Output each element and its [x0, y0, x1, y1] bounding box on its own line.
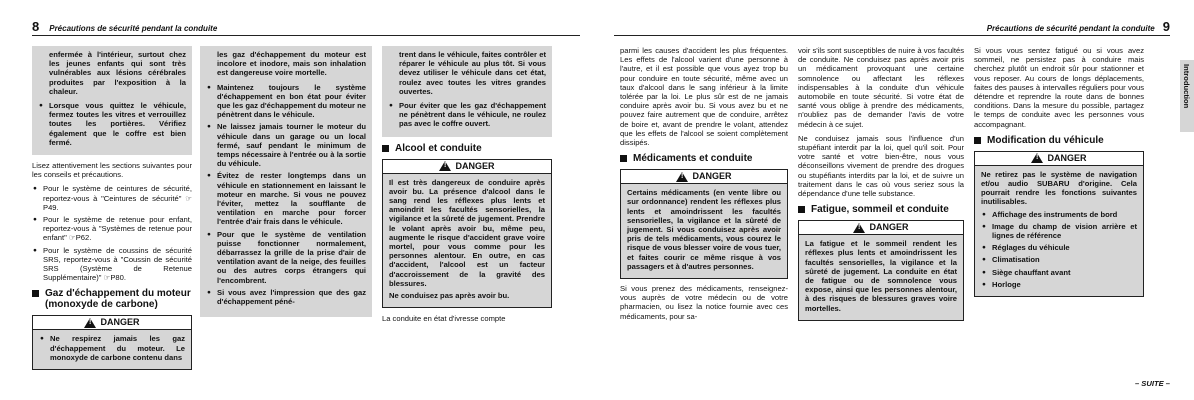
square-bullet-icon: [382, 145, 389, 152]
chapter-side-tab: [1180, 60, 1194, 132]
header-title-left: Précautions de sécurité pendant la conduite: [49, 24, 218, 33]
list-item: ● Pour éviter que les gaz d'échappement ne pénètrent dans le véhicule, ne roulez pas avec le coffre ouvert.: [388, 101, 546, 129]
intro-text: Lisez attentivement les sections suivantes pour les conseils et précautions.: [32, 161, 192, 180]
list-item: ● Pour le système de ceintures de sécurité, reportez-vous à "Ceintures de sécurité" ☞P49.: [32, 184, 192, 212]
left-col-2: [200, 46, 372, 317]
section-title: Gaz d'échappement du moteur (monoxyde de carbone): [45, 288, 191, 311]
shaded-text: enfermée à l'intérieur, surtout chez les jeunes enfants qui sont très vulnérables aux lésions cérébrales produites par l'exposition à la chaleur.: [49, 50, 186, 96]
shaded-danger-continuation: [200, 46, 372, 317]
shaded-warning-continuation: [32, 46, 192, 155]
danger-text: Certains médicaments (en vente libre ou sur ordonnance) rendent les réflexes plus lents et amoindrissent les facultés sensorielles, la vigilance et la sûreté de jugement. Si vous conduisez après avoir pris de tels médicaments, vous courez le risque de vous blesser voire de vous tuer, et faites courir ce même risque à vos passagers et à d'autres personnes.: [627, 188, 781, 271]
warning-triangle-icon: [439, 161, 451, 171]
body-text: Si vous prenez des médicaments, renseignez-vous auprès de votre médecin ou de votre pharmacien, ou lisez la notice fournie avec ces médicaments, pour sa-: [620, 284, 788, 321]
danger-bullet-list: [981, 210, 1137, 289]
section-heading: [974, 135, 1144, 146]
list-item: ● Pour que le système de ventilation puisse fonctionner normalement, débarrassez la grille de la prise d'air de ventilation avant de la neige, des feuilles ou des autres corps étrangers qui l'encombrent.: [206, 230, 366, 285]
square-bullet-icon: [974, 137, 981, 144]
danger-label: DANGER: [100, 317, 140, 328]
list-item: ● Horloge: [981, 280, 1137, 289]
section-heading: [32, 288, 192, 310]
square-bullet-icon: [32, 290, 39, 297]
danger-label: DANGER: [692, 171, 732, 182]
danger-header: [621, 170, 787, 184]
body-text: voir s'ils sont susceptibles de nuire à vos facultés de conduite. Ne conduisez pas après avoir pris un médicament provoquant une certaine somnolence ou affectant les réflexes indispensables à la conduite d'un véhicule automobile en toute sécurité. Si votre état de santé vous oblige à prendre des médicaments, n'oubliez pas de demander l'avis de votre médecin à ce sujet.: [798, 46, 964, 129]
list-item: ● Lorsque vous quittez le véhicule, fermez toutes les vitres et verrouillez toutes les portières. Vérifiez également que le coffre est bien fermé.: [38, 101, 186, 147]
warning-triangle-icon: [676, 172, 688, 182]
danger-box: [32, 315, 192, 370]
right-page-header: [614, 18, 1170, 36]
square-bullet-icon: [620, 155, 627, 162]
list-item: ● Maintenez toujours le système d'échappement en bon état pour éviter que les gaz d'échappement du moteur ne pénètrent dans le véhicule.: [206, 83, 366, 120]
danger-text: Ne retirez pas le système de navigation et/ou audio SUBARU d'origine. Cela pourrait rendre les fonctions suivantes inutilisables.: [981, 169, 1137, 207]
list-item: ● Climatisation: [981, 255, 1137, 264]
danger-body: [33, 330, 191, 369]
danger-body: [799, 235, 963, 320]
square-bullet-icon: [798, 206, 805, 213]
danger-box: [382, 159, 552, 309]
list-item: ● Pour le système de coussins de sécurité SRS, reportez-vous à "Coussin de sécurité SRS (Système de Retenue Supplémentaire)" ☞P80.: [32, 246, 192, 283]
danger-label: DANGER: [455, 160, 495, 171]
warning-triangle-icon: [84, 318, 96, 328]
left-col-1: [32, 46, 192, 374]
danger-box: [974, 151, 1144, 297]
shaded-danger-continuation: [382, 46, 552, 137]
header-title-right: Précautions de sécurité pendant la conduite: [986, 24, 1155, 33]
continued-footer: – SUITE –: [1134, 379, 1170, 388]
danger-body: [383, 174, 551, 308]
list-item: ● Réglages du véhicule: [981, 243, 1137, 252]
list-item: ● Ne laissez jamais tourner le moteur du véhicule dans un garage ou un local fermé, sauf pendant le minimum de temps nécessaire à l'entrée ou à la sortie du véhicule.: [206, 122, 366, 168]
right-col-1: [620, 46, 788, 326]
right-page: [614, 0, 1194, 400]
danger-text: La fatigue et le sommeil rendent les réflexes plus lents et amoindrissent les facultés sensorielles, la vigilance et la sûreté de jugement. La conduite en état de fatigue ou de somnolence vous expose, ainsi que les personnes alentour, à des risques de blessures graves voire mortelles.: [805, 239, 957, 313]
left-col-3: [382, 46, 552, 328]
list-item: ● Si vous avez l'impression que des gaz d'échappement péné-: [206, 288, 366, 306]
list-item: ● Image du champ de vision arrière et lignes de référence: [981, 222, 1137, 240]
danger-box: [620, 169, 788, 279]
body-text: La conduite en état d'ivresse compte: [382, 314, 506, 324]
danger-text-2: Ne conduisez pas après avoir bu.: [389, 291, 510, 301]
right-col-2: [798, 46, 964, 325]
danger-header: [799, 221, 963, 235]
section-title: Modification du véhicule: [987, 134, 1104, 146]
section-heading: [620, 153, 788, 164]
shaded-bullet-list: [38, 101, 186, 147]
body-text-2: Ne conduisez jamais sous l'influence d'un stupéfiant interdit par la loi, quel qu'il soit. Pour votre santé et votre bien-être, nous vous déconseillons vivement de prendre des drogues ou stupéfiants interdits par la loi, et de suivre un traitement dans le cas où vous seriez sous la dépendance d'une telle substance.: [798, 133, 964, 199]
section-title: Fatigue, sommeil et conduite: [811, 204, 949, 216]
warning-triangle-icon: [1031, 153, 1043, 163]
danger-label: DANGER: [1047, 152, 1087, 163]
section-title: Médicaments et conduite: [633, 153, 753, 165]
page-number-left: 8: [32, 19, 40, 34]
section-title: Alcool et conduite: [395, 142, 482, 154]
danger-box: [798, 220, 964, 321]
list-item: ● Affichage des instruments de bord: [981, 210, 1137, 219]
danger-label: DANGER: [869, 222, 909, 233]
danger-body: [975, 166, 1143, 296]
list-item: ● Siège chauffant avant: [981, 268, 1137, 277]
section-heading: [382, 143, 552, 154]
danger-body: [621, 184, 787, 278]
list-item: ● Évitez de rester longtemps dans un véhicule en stationnement en laissant le moteur en marche. Si vous ne pouvez l'éviter, mettez la soufflante de ventilation en marche pour forcer l'entrée d'air frais dans le véhicule.: [206, 171, 366, 226]
list-item: ● Ne respirez jamais les gaz d'échappement du moteur. Le monoxyde de carbone contenu dans: [39, 334, 185, 362]
shaded-text: les gaz d'échappement du moteur est incolore et inodore, mais son inhalation est dangereuse voire mortelle.: [217, 50, 366, 78]
reference-list: [32, 184, 192, 282]
shaded-text: trent dans le véhicule, faites contrôler et réparer le véhicule au plus tôt. Si vous devez utiliser le véhicule dans cet état, roulez avec toutes les vitres grandes ouvertes.: [399, 50, 546, 96]
danger-header: [975, 152, 1143, 166]
side-tab-label: Introduction: [1182, 64, 1191, 109]
left-page-header: [32, 18, 580, 36]
danger-text: Il est très dangereux de conduire après avoir bu. La présence d'alcool dans le sang rend les réflexes plus lents et amoindrit les facultés sensorielles, la vigilance et la sûreté de jugement. Prendre le volant après avoir bu, même peu, augmente le risque d'accident grave voire mortel, pour vous comme pour les personnes alentour. En outre, en cas d'accident, l'alcool est un facteur d'accroissement de la gravité des blessures.: [389, 177, 545, 288]
danger-bullet-list: [206, 83, 366, 307]
danger-bullet-list: [388, 101, 546, 129]
left-page: [0, 0, 580, 400]
danger-bullet-list: [39, 334, 185, 362]
danger-header: [383, 160, 551, 174]
list-item: ● Pour le système de retenue pour enfant, reportez-vous à "Systèmes de retenue pour enfant" ☞P62.: [32, 215, 192, 243]
right-col-3: [974, 46, 1144, 301]
body-text: Si vous vous sentez fatigué ou si vous avez sommeil, ne persistez pas à conduire mais cherchez plutôt un endroit sûr pour stationner et vous reposer. Au cours de longs déplacements, faites des pauses à intervalles réguliers pour vous détendre et reprendre la route dans de bonnes conditions. Dans la mesure du possible, partagez le temps de conduite avec les personnes vous accompagnant.: [974, 46, 1144, 129]
danger-header: [33, 316, 191, 330]
section-heading: [798, 204, 964, 215]
page-number-right: 9: [1162, 19, 1170, 34]
warning-triangle-icon: [853, 223, 865, 233]
body-text: parmi les causes d'accident les plus fréquentes. Les effets de l'alcool varient d'une personne à l'autre, et il est possible que vous ayez trop bu pour conduire en toute sécurité, même avec un taux d'alcool dans le sang inférieur à la limite tolérée par la loi. Le plus sûr est de ne jamais conduire après avoir bu. Si vous avez bu et ne pouvez faire autrement que de conduire, arrêtez de boire et, avant de prendre le volant, attendez que les effets de l'alcool se soient complètement dissipés.: [620, 46, 788, 148]
